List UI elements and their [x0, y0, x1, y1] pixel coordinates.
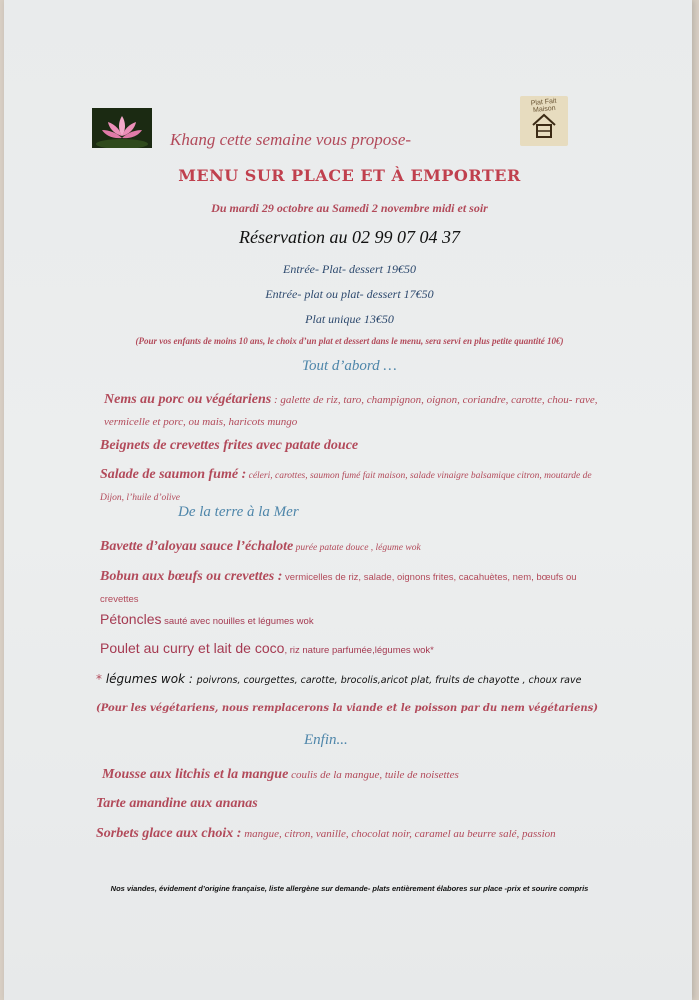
dish-name: Poulet au curry et lait de coco: [100, 640, 285, 656]
dish-name: Bavette d’aloyau sauce l’échalote: [100, 539, 294, 554]
dish-item: [100, 434, 610, 456]
logo-text: Plat Fait Maison: [530, 97, 557, 115]
dish-item: [100, 638, 610, 660]
dish-item: [100, 535, 610, 557]
dish-description: vermicelles de riz, salade, oignons frites, cacahuètes, nem, bœufs ou crevettes: [100, 572, 577, 605]
wok-label: légumes wok :: [102, 672, 197, 686]
section-starters: Tout d’abord …: [302, 358, 397, 374]
menu-title: MENU SUR PLACE ET À EMPORTER: [178, 166, 521, 185]
section-mains: De la terre à la Mer: [178, 504, 299, 520]
intro-text: Khang cette semaine vous propose-: [170, 130, 412, 149]
price-formula: Entrée- plat ou plat- dessert 17€50: [265, 287, 434, 301]
dish-description: mangue, citron, vanille, chocolat noir, caramel au beurre salé, passion: [241, 828, 556, 840]
dish-name: Sorbets glace aux choix :: [96, 826, 242, 841]
section-desserts: Enfin...: [304, 732, 348, 748]
dish-item: [104, 388, 614, 431]
dish-item: [96, 792, 606, 814]
dish-name: Mousse aux litchis et la mangue: [102, 767, 289, 782]
dish-description: : galette de riz, taro, champignon, oignon, coriandre, carotte, chou- rave, vermicelle et porc, ou mais, haricots mungo: [104, 394, 598, 428]
dish-name: Tarte amandine aux ananas: [96, 796, 258, 811]
wok-text: poivrons, courgettes, carotte, brocolis,aricot plat, fruits de chayotte , choux rave: [196, 675, 582, 686]
asterisk: *: [96, 672, 102, 686]
dish-name: Salade de saumon fumé :: [100, 467, 247, 482]
dish-description: sauté avec nouilles et légumes wok: [161, 616, 314, 627]
children-note: (Pour vos enfants de moins 10 ans, le choix d’un plat et dessert dans le menu, sera servi en plus petite quantité 10€): [135, 336, 564, 346]
dish-description: céleri, carottes, saumon fumé fait maison, salade vinaigre balsamique citron, moutarde de Dijon, l’huile d’olive: [100, 471, 592, 503]
dish-description: coulis de la mangue, tuile de noisettes: [288, 769, 459, 781]
price-formula: Entrée- Plat- dessert 19€50: [283, 262, 416, 276]
dish-description: , riz nature parfumée,légumes wok*: [284, 645, 434, 656]
house-logo: [520, 96, 568, 146]
footer-note: Nos viandes, évidement d’origine française, liste allergène sur demande- plats entièrement élabores sur place -prix et sourire compris: [110, 884, 589, 893]
dish-name: Bobun aux bœufs ou crevettes :: [100, 569, 283, 584]
dish-name: Nems au porc ou végétariens: [104, 392, 272, 407]
dish-item: [96, 822, 606, 844]
vegetarian-note: (Pour les végétariens, nous remplacerons la viande et le poisson par du nem végétariens): [96, 703, 598, 714]
dish-description: purée patate douce , légume wok: [293, 543, 421, 553]
price-formula: Plat unique 13€50: [305, 312, 394, 326]
dish-item: [100, 565, 610, 608]
dish-item: [102, 763, 612, 785]
menu-dates: Du mardi 29 octobre au Samedi 2 novembre midi et soir: [211, 201, 488, 215]
dish-item: [100, 463, 610, 506]
wok-note: [96, 672, 636, 686]
dish-item: [100, 609, 610, 631]
dish-name: Beignets de crevettes frites avec patate douce: [100, 438, 359, 453]
reservation-phone: Réservation au 02 99 07 04 37: [239, 227, 460, 247]
lotus-image: [92, 108, 152, 148]
dish-name: Pétoncles: [100, 611, 162, 627]
